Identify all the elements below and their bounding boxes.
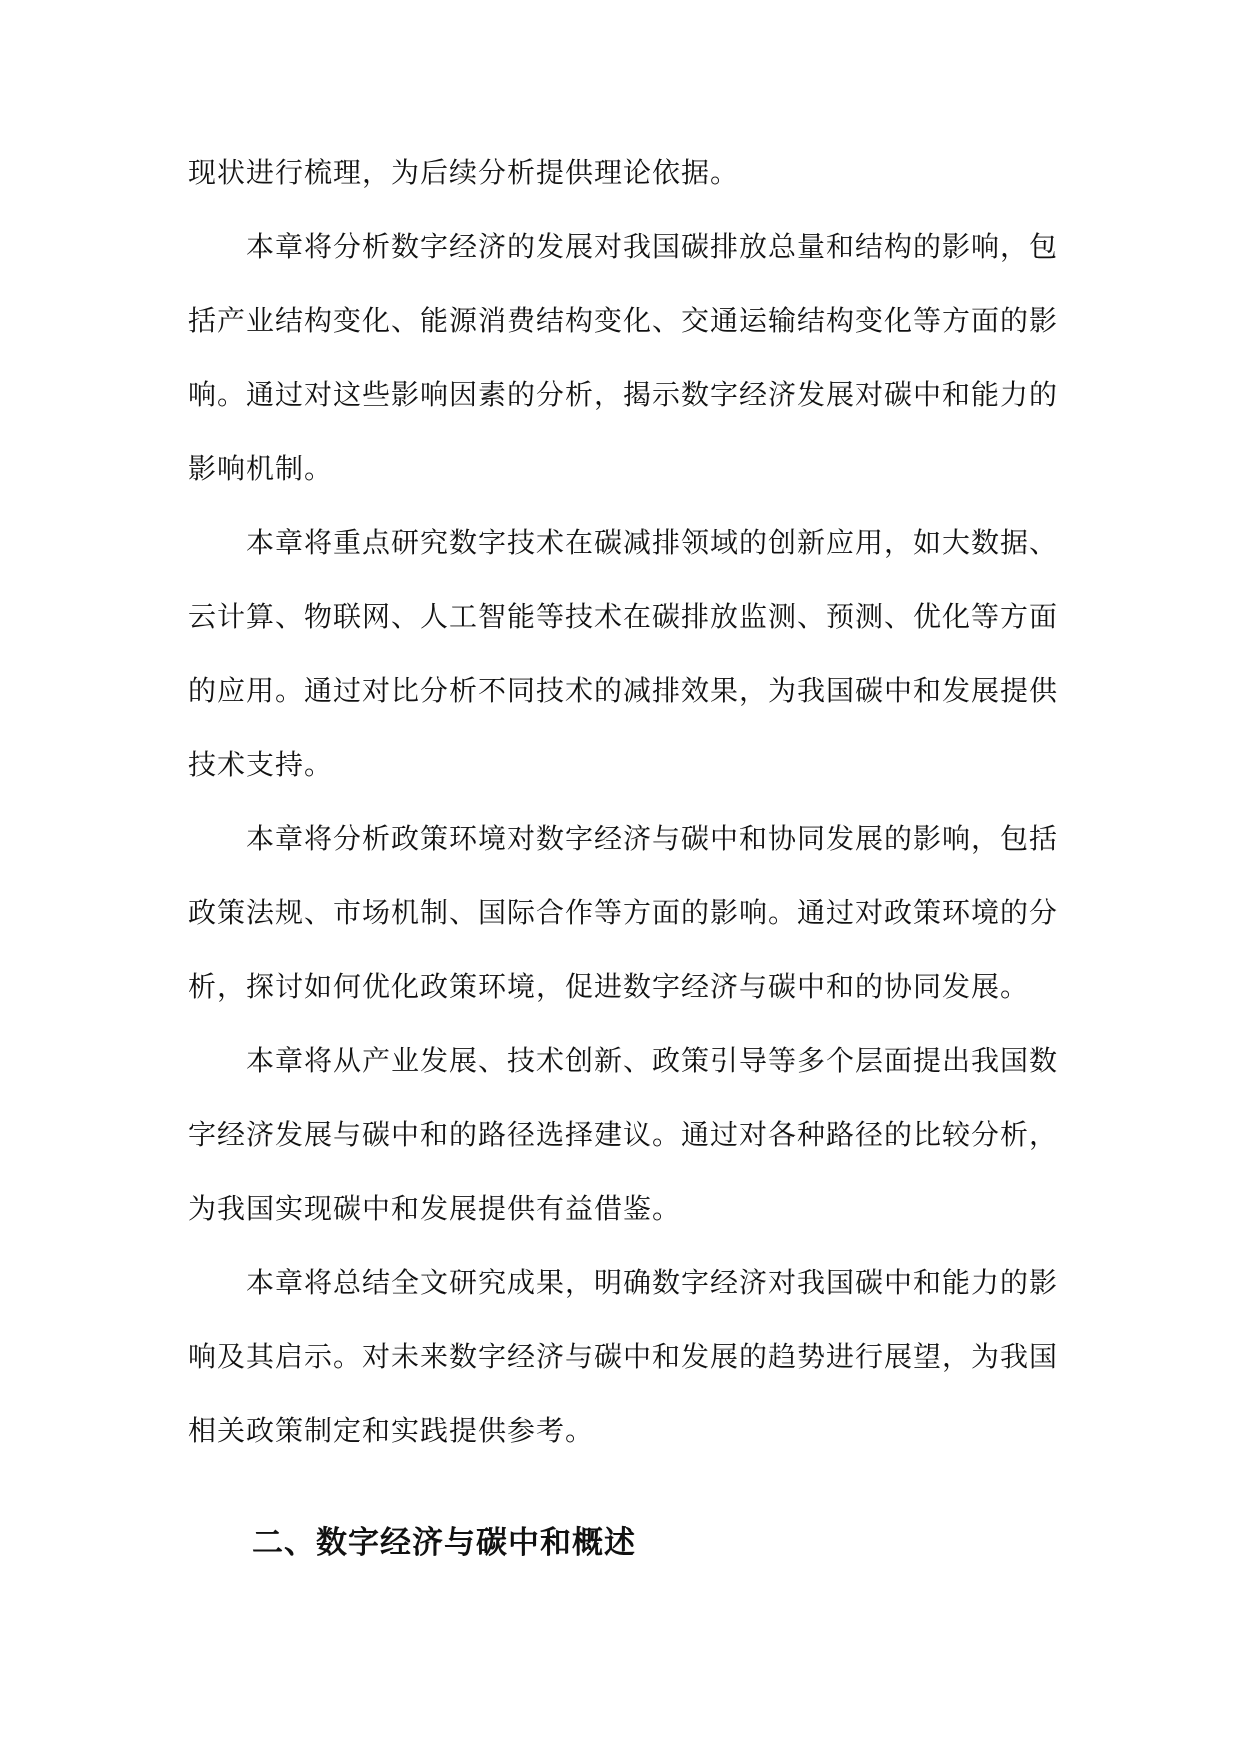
paragraph-5: 本章将总结全文研究成果，明确数字经济对我国碳中和能力的影响及其启示。对未来数字经济与碳中和发展的趋势进行展望，为我国相关政策制定和实践提供参考。 bbox=[188, 1266, 1059, 1447]
section-heading: 二、数字经济与碳中和概述 bbox=[252, 1525, 636, 1561]
paragraph-4: 本章将从产业发展、技术创新、政策引导等多个层面提出我国数字经济发展与碳中和的路径选择建议。通过对各种路径的比较分析，为我国实现碳中和发展提供有益借鉴。 bbox=[188, 1044, 1059, 1225]
continuation-paragraph: 现状进行梳理，为后续分析提供理论依据。 bbox=[188, 156, 740, 189]
paragraph-2: 本章将重点研究数字技术在碳减排领域的创新应用，如大数据、云计算、物联网、人工智能等技术在碳排放监测、预测、优化等方面的应用。通过对比分析不同技术的减排效果，为我国碳中和发展提供技术支持。 bbox=[188, 526, 1059, 781]
paragraph-1: 本章将分析数字经济的发展对我国碳排放总量和结构的影响，包括产业结构变化、能源消费结构变化、交通运输结构变化等方面的影响。通过对这些影响因素的分析，揭示数字经济发展对碳中和能力的影响机制。 bbox=[188, 230, 1059, 485]
paragraph-3: 本章将分析政策环境对数字经济与碳中和协同发展的影响，包括政策法规、市场机制、国际合作等方面的影响。通过对政策环境的分析，探讨如何优化政策环境，促进数字经济与碳中和的协同发展。 bbox=[188, 822, 1059, 1003]
